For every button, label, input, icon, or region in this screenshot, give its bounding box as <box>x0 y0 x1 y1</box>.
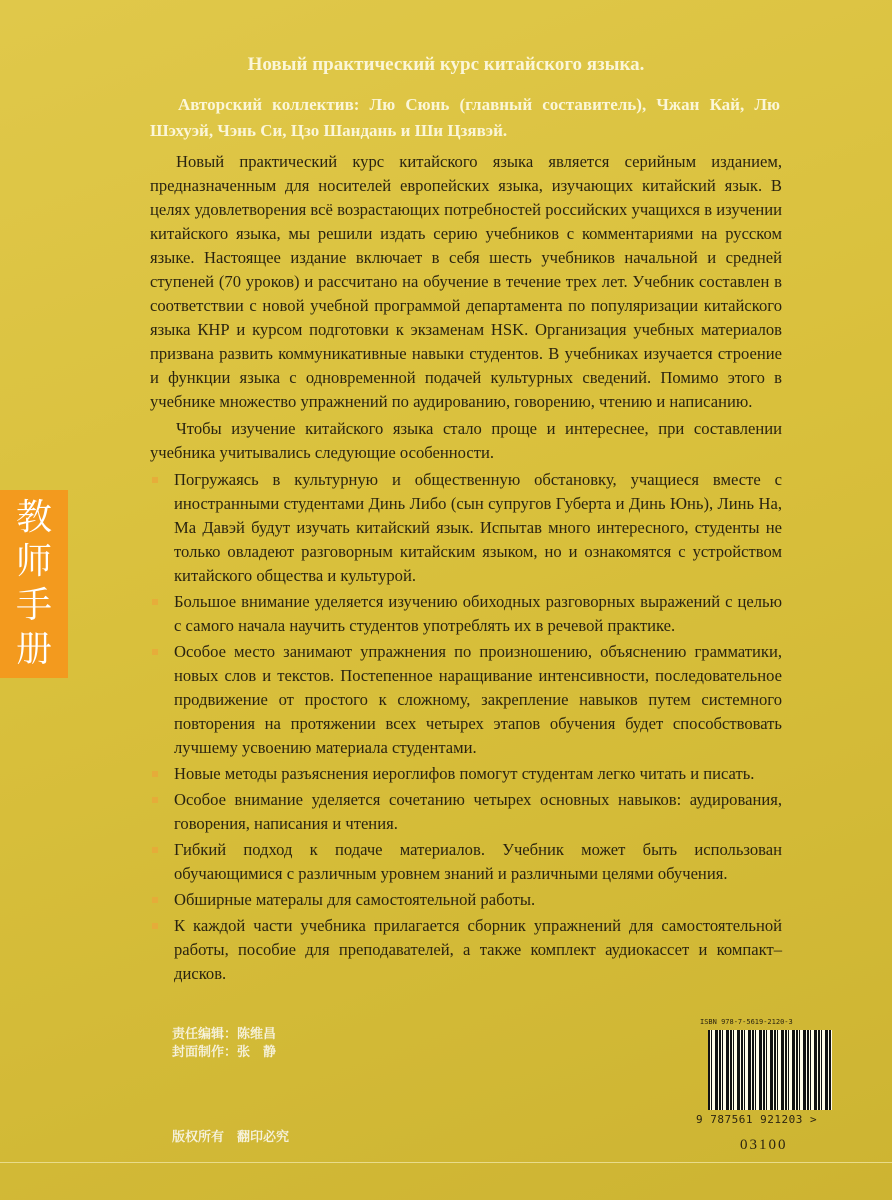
isbn: ISBN 978-7-5619-2120-3 <box>700 1018 793 1026</box>
list-item <box>150 888 782 912</box>
editor-credit: 责任编辑：陈维昌 <box>172 1027 277 1042</box>
list-item <box>150 468 782 588</box>
list-item-text: Гибкий подход к подаче материалов. Учебник может быть использован обучающимися с различным уровнем знаний и различными целями обучения. <box>174 840 782 883</box>
authors: Авторский коллектив: Лю Сюнь (главный составитель), Чжан Кай, Лю Шэхуэй, Чэнь Си, Цзо Шандань и Ши Цзявэй. <box>150 95 780 140</box>
bullet-icon <box>152 599 158 605</box>
list-item <box>150 914 782 986</box>
bullet-icon <box>152 897 158 903</box>
list-item <box>150 640 782 760</box>
bullet-icon <box>152 797 158 803</box>
list-item <box>150 838 782 886</box>
teacher-book-band <box>0 490 68 678</box>
bullet-icon <box>152 847 158 853</box>
divider <box>0 1162 892 1163</box>
list-item-text: Большое внимание уделяется изучению обиходных разговорных выражений с целью с самого начала научить студентов употреблять их в речевой практике. <box>174 592 782 635</box>
barcode-number: 9 787561 921203 > <box>696 1113 818 1126</box>
list-item-text: К каждой части учебника прилагается сборник упражнений для самостоятельной работы, пособие для преподавателей, а также комплект аудиокассет и компакт–дисков. <box>174 916 782 983</box>
band-label: 教师手册 <box>15 497 52 670</box>
list-item-text: Особое место занимают упражнения по произношению, объяснению грамматики, новых слов и текстов. Постепенное наращивание интенсивности, последовательное продвижение от простого к сложному, закрепление навыков путем системного повторения на протяжении всех четырех этапов обучения будет способствовать лучшему усвоению материала студентами. <box>174 642 782 757</box>
bullet-icon <box>152 923 158 929</box>
list-item-text: Новые методы разъяснения иероглифов помогут студентам легко читать и писать. <box>174 764 755 783</box>
list-item-text: Особое внимание уделяется сочетанию четырех основных навыков: аудирования, говорения, написания и чтения. <box>174 790 782 833</box>
list-item <box>150 788 782 836</box>
features-list <box>150 468 782 986</box>
list-item-text: Обширные матерaлы для самостоятельной работы. <box>174 890 536 909</box>
list-item <box>150 590 782 638</box>
list-item <box>150 762 782 786</box>
credits <box>172 1026 276 1062</box>
list-item-text: Погружаясь в культурную и общественную обстановку, учащиеся вместе с иностранными студентами Динь Либо (сын супругов Губерта и Динь Юнь), Линь На, Ма Давэй будут изучать китайский язык. Испытав много интересного, студенты не только овладеют разговорным китайским языком, но и ознакомятся с устройством китайского общества и культурой. <box>174 470 782 585</box>
book-title: Новый практический курс китайского языка. <box>247 54 645 75</box>
bullet-icon <box>152 477 158 483</box>
bullet-icon <box>152 771 158 777</box>
features-intro: Чтобы изучение китайского языка стало проще и интереснее, при составлении учебника учитывались следующие особенности. <box>150 419 782 462</box>
intro-paragraph: Новый практический курс китайского языка является серийным изданием, предназначенным для носителей европейских языка, изучающих китайский язык. В целях удовлетворения всё возрастающих потребностей российских учащихся в изучении китайского языка, мы решили издать серию учебников с комментариями на русском языке. Настоящее издание включает в себя шесть учебников начальной и средней ступеней (70 уроков) и рассчитано на обучение в течение трех лет. Учебник составлен в соответствии с новой учебной программой департамента по популяризации китайского языка КНР и курсом подготовки к экзаменам HSK. Организация учебных материалов призвана развить коммуникативные навыки студентов. В учебниках изучается строение и функции языка с одновременной подачей культурных сведений. Помимо этого в учебнике множество упражнений по аудированию, говорению, чтению и написанию. <box>150 152 782 411</box>
copyright-notice: 版权所有 翻印必究 <box>172 1130 290 1145</box>
price-code: 03100 <box>740 1137 788 1153</box>
barcode-icon <box>708 1030 832 1110</box>
cover-credit: 封面制作：张 静 <box>172 1045 277 1060</box>
bullet-icon <box>152 649 158 655</box>
description <box>150 150 782 988</box>
